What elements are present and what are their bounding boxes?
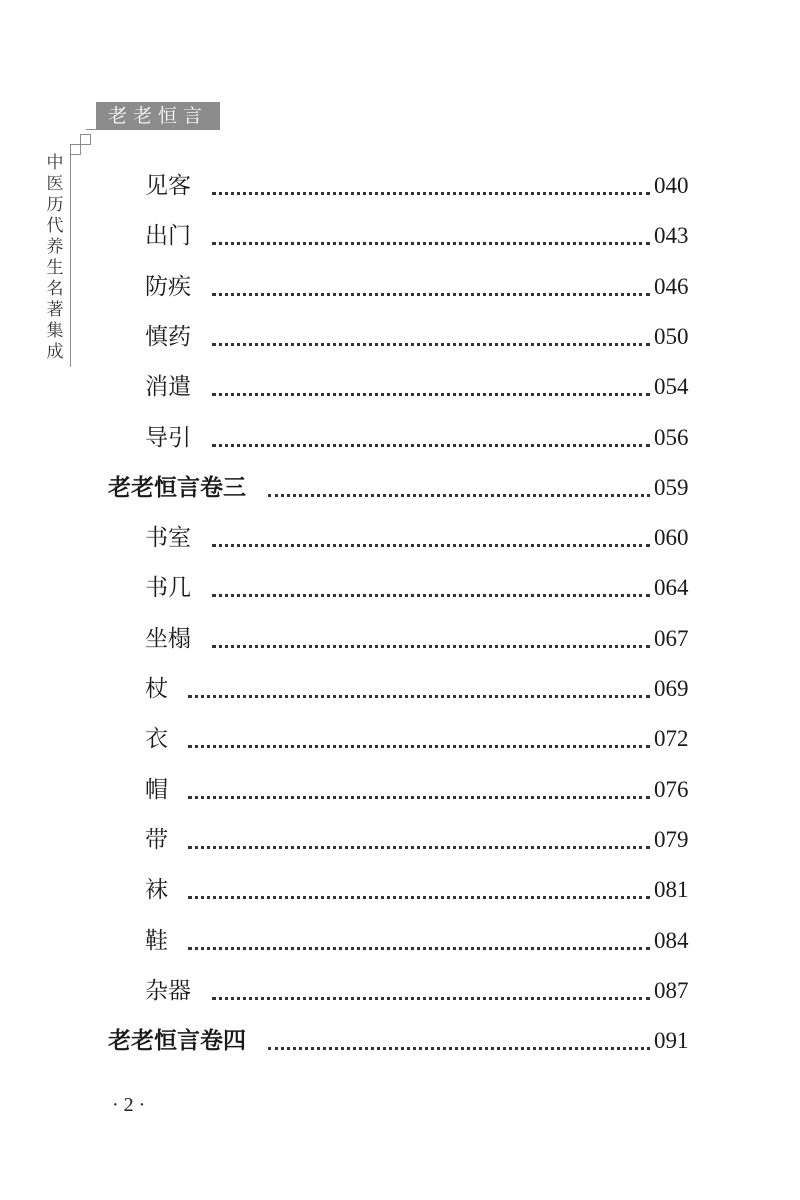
toc-entry-title: 帽 (145, 772, 174, 808)
toc-entry-page: 091 (652, 1023, 689, 1059)
toc-entry-page: 040 (652, 168, 689, 204)
toc-dot-leader (188, 772, 650, 808)
toc-chapter-entry[interactable] (0, 1023, 800, 1059)
toc-dot-leader (188, 721, 650, 757)
toc-dot-leader (268, 470, 650, 506)
toc-entry-page: 079 (652, 822, 689, 858)
toc-entry-title: 杂器 (145, 973, 197, 1009)
toc-section-entry[interactable] (0, 168, 800, 204)
toc-chapter-entry[interactable] (0, 470, 800, 506)
toc-dot-leader (212, 420, 650, 456)
toc-entry-page: 087 (652, 973, 689, 1009)
toc-section-entry[interactable] (0, 319, 800, 355)
toc-entry-title: 衣 (145, 721, 174, 757)
toc-entry-title: 袜 (145, 872, 174, 908)
header-tab: 老老恒言 (96, 102, 220, 130)
series-title-vertical: 中医历代养生名著集成 (46, 153, 64, 362)
toc-entry-page: 084 (652, 923, 689, 959)
toc-dot-leader (212, 319, 650, 355)
toc-entry-title: 书几 (145, 570, 197, 606)
corner-ornament-lower (70, 144, 81, 155)
page-number: · 2 · (112, 1094, 146, 1116)
toc-entry-page: 081 (652, 872, 689, 908)
toc-entry-title: 防疾 (145, 269, 197, 305)
toc-entry-title: 鞋 (145, 923, 174, 959)
toc-dot-leader (188, 822, 650, 858)
toc-section-entry[interactable] (0, 822, 800, 858)
toc-dot-leader (188, 872, 650, 908)
toc-section-entry[interactable] (0, 621, 800, 657)
toc-dot-leader (212, 369, 650, 405)
toc-dot-leader (212, 621, 650, 657)
toc-entry-page: 072 (652, 721, 689, 757)
toc-section-entry[interactable] (0, 973, 800, 1009)
toc-entry-page: 050 (652, 319, 689, 355)
toc-entry-title: 杖 (145, 671, 174, 707)
toc-entry-page: 046 (652, 269, 689, 305)
toc-dot-leader (212, 973, 650, 1009)
toc-entry-title: 导引 (145, 420, 197, 456)
toc-entry-page: 059 (652, 470, 689, 506)
toc-dot-leader (212, 570, 650, 606)
toc-dot-leader (268, 1023, 650, 1059)
toc-dot-leader (188, 923, 650, 959)
toc-entry-page: 056 (652, 420, 689, 456)
toc-entry-title: 老老恒言卷四 (108, 1023, 252, 1059)
toc-entry-page: 067 (652, 621, 689, 657)
toc-entry-page: 076 (652, 772, 689, 808)
toc-section-entry[interactable] (0, 218, 800, 254)
toc-section-entry[interactable] (0, 923, 800, 959)
toc-section-entry[interactable] (0, 570, 800, 606)
toc-dot-leader (212, 269, 650, 305)
toc-entry-title: 带 (145, 822, 174, 858)
toc-entry-title: 坐榻 (145, 621, 197, 657)
toc-section-entry[interactable] (0, 721, 800, 757)
toc-entry-page: 043 (652, 218, 689, 254)
corner-ornament (80, 134, 91, 145)
toc-section-entry[interactable] (0, 420, 800, 456)
toc-entry-title: 消遣 (145, 369, 197, 405)
toc-dot-leader (212, 218, 650, 254)
toc-section-entry[interactable] (0, 269, 800, 305)
toc-entry-title: 书室 (145, 520, 197, 556)
toc-entry-page: 054 (652, 369, 689, 405)
toc-dot-leader (212, 168, 650, 204)
toc-entry-title: 老老恒言卷三 (108, 470, 252, 506)
toc-entry-title: 出门 (145, 218, 197, 254)
toc-dot-leader (212, 520, 650, 556)
toc-section-entry[interactable] (0, 872, 800, 908)
toc-dot-leader (188, 671, 650, 707)
toc-section-entry[interactable] (0, 369, 800, 405)
toc-section-entry[interactable] (0, 772, 800, 808)
header-rule (86, 129, 220, 130)
toc-entry-title: 慎药 (145, 319, 197, 355)
toc-entry-page: 064 (652, 570, 689, 606)
toc-entry-page: 060 (652, 520, 689, 556)
toc-entry-title: 见客 (145, 168, 197, 204)
toc-section-entry[interactable] (0, 520, 800, 556)
toc-section-entry[interactable] (0, 671, 800, 707)
toc-entry-page: 069 (652, 671, 689, 707)
